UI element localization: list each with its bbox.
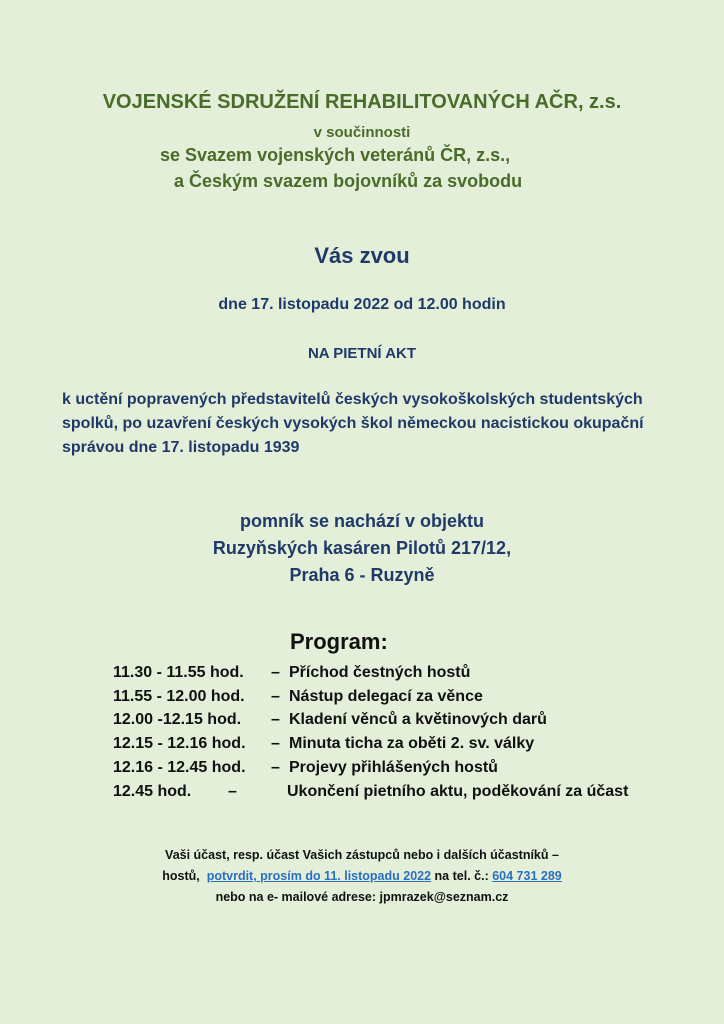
rsvp-phone-link[interactable]: 604 731 289 xyxy=(492,869,562,883)
partner-organization-2: a Českým svazem bojovníků za svobodu xyxy=(174,171,523,191)
rsvp-line-2 xyxy=(0,866,724,887)
program-time: 12.45 hod. xyxy=(113,783,192,800)
rsvp-line-3: nebo na e- mailové adrese: jpmrazek@seznam.cz xyxy=(215,890,509,904)
program-description: Ukončení pietního aktu, poděkování za účast xyxy=(287,783,629,800)
program-description: Kladení věnců a květinových darů xyxy=(289,711,547,728)
program-time: 12.00 -12.15 hod. xyxy=(113,711,242,728)
invitation-heading: Vás zvou xyxy=(314,243,410,268)
purpose-line: spolků, po uzavření českých vysokých škol německou nacistickou okupační xyxy=(62,415,644,432)
location-line: pomník se nachází v objektu xyxy=(239,511,485,531)
program-time: 11.30 - 11.55 hod. xyxy=(113,664,244,681)
program-description: Příchod čestných hostů xyxy=(289,664,471,681)
program-dash: – xyxy=(271,688,280,705)
program-time: 12.15 - 12.16 hod. xyxy=(113,735,246,752)
rsvp-note xyxy=(0,845,724,908)
event-type: NA PIETNÍ AKT xyxy=(307,345,417,362)
location-line: Praha 6 - Ruzyně xyxy=(289,565,435,585)
purpose-line: správou dne 17. listopadu 1939 xyxy=(62,439,300,456)
program-heading: Program: xyxy=(290,629,388,654)
program-dash: – xyxy=(271,711,280,728)
rsvp-prefix: hostů, xyxy=(162,869,200,883)
partner-organization-1: se Svazem vojenských veteránů ČR, z.s., xyxy=(160,145,511,165)
program-time: 11.55 - 12.00 hod. xyxy=(113,688,245,705)
program-description: Projevy přihlášených hostů xyxy=(289,759,498,776)
program-dash: – xyxy=(271,759,280,776)
program-description: Minuta ticha za oběti 2. sv. války xyxy=(289,735,535,752)
organization-name: VOJENSKÉ SDRUŽENÍ REHABILITOVANÝCH AČR, z.s. xyxy=(102,91,622,113)
program-dash: – xyxy=(228,783,237,800)
program-dash: – xyxy=(271,735,280,752)
program-time: 12.16 - 12.45 hod. xyxy=(113,759,246,776)
event-date: dne 17. listopadu 2022 od 12.00 hodin xyxy=(218,296,506,313)
program-description: Nástup delegací za věnce xyxy=(289,688,483,705)
location-line: Ruzyňských kasáren Pilotů 217/12, xyxy=(212,538,512,558)
rsvp-line-1: Vaši účast, resp. účast Vašich zástupců nebo i dalších účastníků – xyxy=(165,848,559,862)
rsvp-phone-label: na tel. č.: xyxy=(434,869,489,883)
cooperation-label: v součinnosti xyxy=(313,124,411,141)
program-dash: – xyxy=(271,664,280,681)
rsvp-deadline-link[interactable]: potvrdit, prosím do 11. listopadu 2022 xyxy=(206,869,432,883)
event-purpose xyxy=(62,388,682,460)
event-location xyxy=(0,508,724,589)
purpose-line: k uctění popravených představitelů českých vysokoškolských studentských xyxy=(62,391,643,408)
